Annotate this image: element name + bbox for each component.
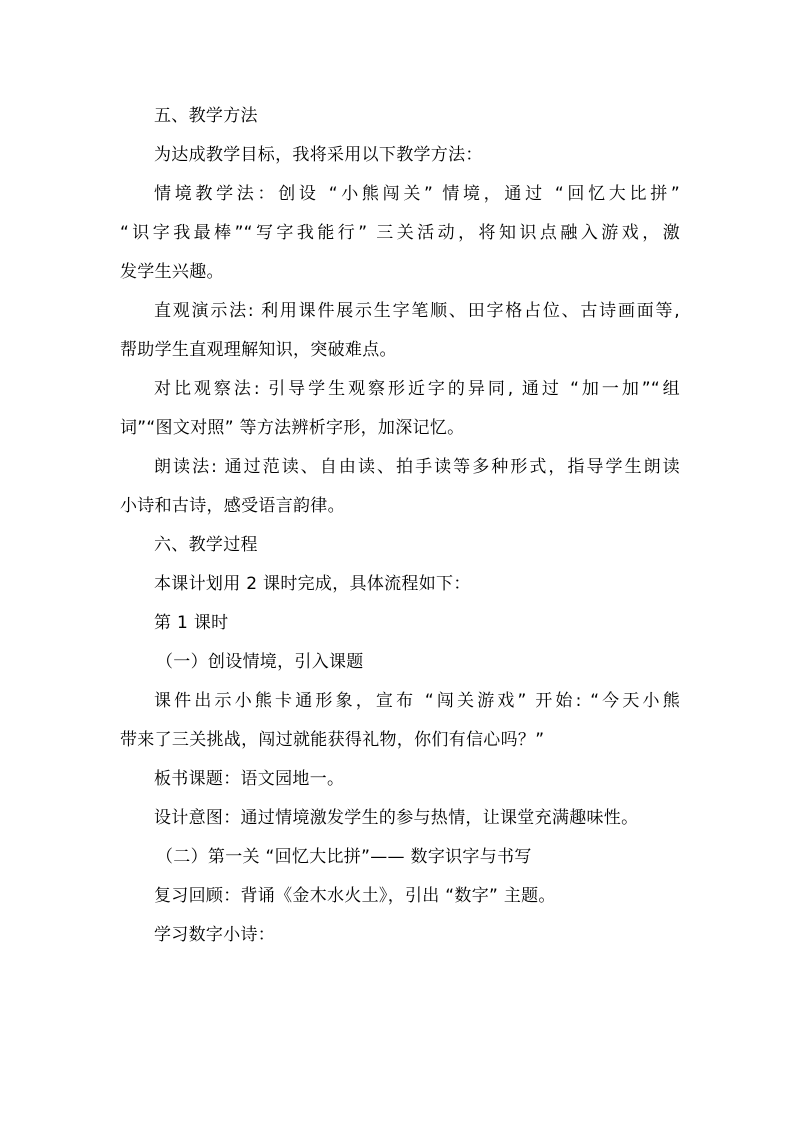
paragraph-line: 复习回顾：背诵《金木水火土》，引出 “数字” 主题。 — [154, 886, 556, 906]
paragraph-line: 朗读法: 通过范读、自由读、拍手读等多种形式，指导学生朗读 — [154, 457, 680, 477]
paragraph-line: 对比观察法: 引导学生观察形近字的异同, 通过 “加一加”“组 — [154, 379, 680, 399]
subsection-heading: （一）创设情境，引入课题 — [156, 652, 364, 672]
paragraph-line: 学习数字小诗： — [154, 925, 276, 945]
paragraph-line: 本课计划用 2 课时完成，具体流程如下： — [154, 574, 471, 594]
paragraph-line: 词”“图文对照” 等方法辨析字形，加深记忆。 — [120, 418, 465, 438]
paragraph-line: “识字我最棒”“写字我能行” 三关活动，将知识点融入游戏，激 — [120, 223, 680, 243]
lesson-period-heading: 第 1 课时 — [154, 613, 229, 633]
document-body — [120, 97, 680, 955]
paragraph-line: 带来了三关挑战，闯过就能获得礼物，你们有信心吗？” — [120, 730, 545, 750]
paragraph-line: 帮助学生直观理解知识，突破难点。 — [120, 340, 397, 360]
section-heading-teaching-process: 六、教学过程 — [154, 535, 258, 555]
paragraph-line: 为达成教学目标，我将采用以下教学方法： — [154, 145, 483, 165]
paragraph-line: 情境教学法：创设 “小熊闯关” 情境，通过 “回忆大比拼” — [154, 184, 680, 204]
paragraph-line: 小诗和古诗，感受语言韵律。 — [120, 496, 345, 516]
paragraph-line: 板书课题：语文园地一。 — [154, 769, 345, 789]
section-heading-teaching-methods: 五、教学方法 — [154, 106, 258, 126]
paragraph-line: 设计意图：通过情境激发学生的参与热情，让课堂充满趣味性。 — [154, 808, 639, 828]
paragraph-line: 课件出示小熊卡通形象，宣布 “闯关游戏” 开始: “今天小熊 — [154, 691, 680, 711]
paragraph-line: 发学生兴趣。 — [120, 262, 224, 282]
subsection-heading: （二）第一关 “回忆大比拼”—— 数字识字与书写 — [156, 847, 532, 867]
paragraph-line: 直观演示法: 利用课件展示生字笔顺、田字格占位、古诗画面等, — [154, 301, 680, 321]
